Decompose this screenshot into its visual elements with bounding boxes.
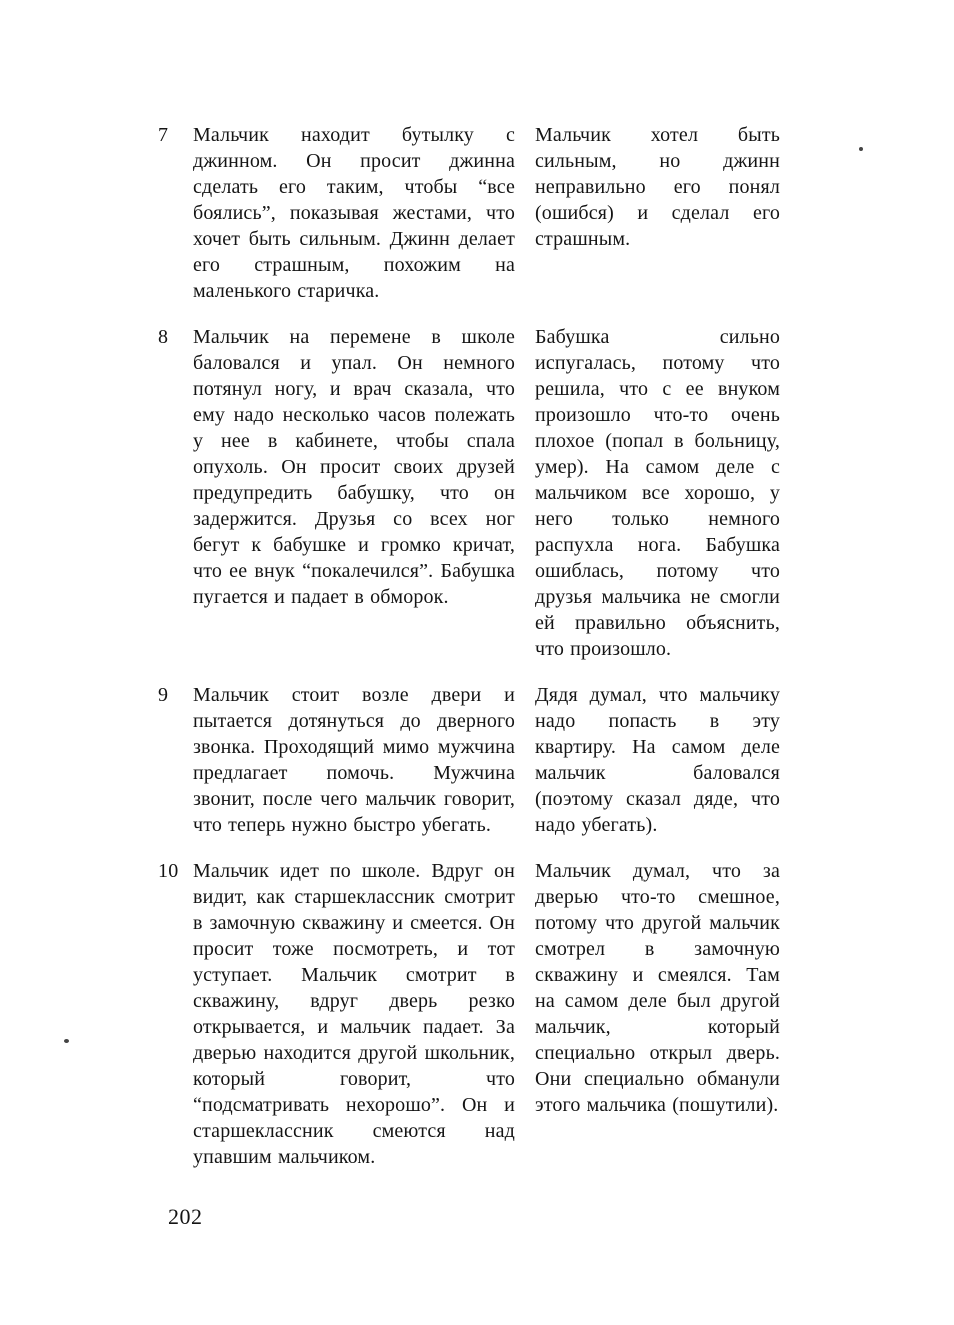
table-row xyxy=(158,682,800,838)
item-number: 8 xyxy=(158,326,169,348)
scenario-cell: Мальчик находит бутылку с джинном. Он просит джинна сделать его таким, чтобы “все боялись”, показывая жестами, что хочет быть сильным. Джинн делает его страшным, похожим на маленького старичка. xyxy=(193,124,515,302)
explanation-cell: Мальчик хотел быть сильным, но джинн неправильно его понял (ошибся) и сделал его страшным. xyxy=(535,124,780,250)
explanation-cell: Бабушка сильно испугалась, потому что решила, что с ее внуком произошло что-то очень плохое (попал в больницу, умер). На самом деле с мальчиком все хорошо, у него только немного распухла нога. Бабушка ошиблась, потому что друзья мальчика не смогли ей правильно объяснить, что произошло. xyxy=(535,326,780,660)
scan-speck xyxy=(859,147,863,151)
scenario-cell: Мальчик стоит возле двери и пытается дотянуться до дверного звонка. Проходящий мимо мужчина предлагает помочь. Мужчина звонит, после чего мальчик говорит, что теперь нужно быстро убегать. xyxy=(193,684,515,836)
table-row xyxy=(158,858,800,1170)
table-row xyxy=(158,324,800,662)
scenario-cell: Мальчик на перемене в школе баловался и упал. Он немного потянул ногу, и врач сказала, что ему надо несколько часов полежать у нее в кабинете, чтобы спала опухоль. Он просит своих друзей предупредить бабушку, что он задержится. Друзья со всех ног бегут к бабушке и громко кричат, что ее внук “покалечился”. Бабушка пугается и падает в обморок. xyxy=(193,326,515,608)
explanation-cell: Дядя думал, что мальчику надо попасть в эту квартиру. На самом деле мальчик баловался (поэтому сказал дяде, что надо убегать). xyxy=(535,684,780,836)
story-table xyxy=(158,122,800,1170)
scan-speck xyxy=(64,1039,69,1043)
item-number: 10 xyxy=(158,860,179,882)
table-row xyxy=(158,122,800,304)
explanation-cell: Мальчик думал, что за дверью что-то смешное, потому что другой мальчик смотрел в замочную скважину и смеялся. Там на самом деле был другой мальчик, который специально открыл дверь. Они специально обманули этого мальчика (пошутили). xyxy=(535,860,780,1116)
page-number: 202 xyxy=(168,1204,203,1229)
item-number: 7 xyxy=(158,124,169,146)
item-number: 9 xyxy=(158,684,169,706)
scenario-cell: Мальчик идет по школе. Вдруг он видит, как старшеклассник смотрит в замочную скважину и смеется. Он просит тоже посмотреть, и тот уступает. Мальчик смотрит в скважину, вдруг дверь резко открывается, и мальчик падает. За дверью находится другой школьник, который говорит, что “подсматривать нехорошо”. Он и старшеклассник смеются над упавшим мальчиком. xyxy=(193,860,515,1168)
